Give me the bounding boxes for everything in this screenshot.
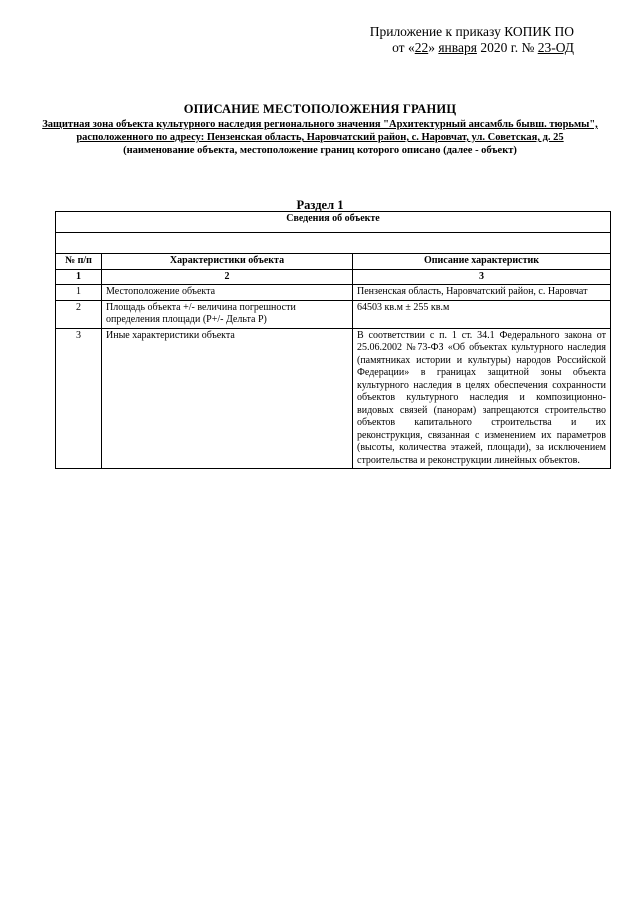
- row-description: Пензенская область, Наровчатский район, с. Наровчат: [353, 285, 611, 301]
- object-info-table: [55, 211, 611, 469]
- appendix-date-sep: »: [428, 40, 439, 55]
- table-header-row: [56, 254, 611, 270]
- appendix-line2: [370, 40, 574, 56]
- table-column-numbers-row: [56, 269, 611, 285]
- appendix-line1: Приложение к приказу КОПИК ПО: [369, 24, 574, 39]
- section-label: Раздел 1: [296, 198, 344, 212]
- appendix-order-number: 23-ОД: [537, 40, 574, 55]
- row-description: 64503 кв.м ± 255 кв.м: [353, 300, 611, 328]
- appendix-month: января: [438, 40, 477, 55]
- row-description: В соответствии с п. 1 ст. 34.1 Федерального закона от 25.06.2002 №73-ФЗ «Об объектах культурного наследия (памятниках истории и культуры) народов Российской Федерации» в границах защитной зоны объекта культурного наследия в целях обеспечения сохранности объектов культурного наследия и композиционно-видовых связей (панорам) запрещаются строительство объектов капитального строительства и их реконструкция, связанная с изменением их параметров (высоты, количества этажей, площади), за исключением строительства и реконструкции линейных объектов.: [353, 328, 611, 469]
- table-caption-row: [56, 212, 611, 233]
- row-number: 3: [56, 328, 102, 469]
- appendix-date-prefix: от «: [392, 40, 415, 55]
- column-number-2: 2: [102, 269, 353, 285]
- table-row: [56, 328, 611, 469]
- table-row: [56, 285, 611, 301]
- row-number: 2: [56, 300, 102, 328]
- object-name: Защитная зона объекта культурного наследия регионального значения "Архитектурный ансамбль бывш. тюрьмы", расположенного по адресу: Пензенская область, Наровчатский район, с. Наровчат, ул. Советская, д. 25: [42, 119, 598, 143]
- appendix-header: [370, 24, 574, 56]
- header-number: № п/п: [56, 254, 102, 270]
- document-title-block: [40, 102, 600, 157]
- table-row: [56, 300, 611, 328]
- table-blank-row: [56, 233, 611, 254]
- row-characteristic: Площадь объекта +/- величина погрешности определения площади (Р+/- Дельта Р): [102, 300, 353, 328]
- header-characteristic: Характеристики объекта: [102, 254, 353, 270]
- row-characteristic: Иные характеристики объекта: [102, 328, 353, 469]
- header-description: Описание характеристик: [353, 254, 611, 270]
- row-characteristic: Местоположение объекта: [102, 285, 353, 301]
- column-number-3: 3: [353, 269, 611, 285]
- appendix-year: 2020 г. №: [476, 40, 538, 55]
- table-blank-cell: [56, 233, 611, 254]
- column-number-1: 1: [56, 269, 102, 285]
- object-name-note: (наименование объекта, местоположение границ которого описано (далее - объект): [123, 145, 517, 156]
- document-heading: ОПИСАНИЕ МЕСТОПОЛОЖЕНИЯ ГРАНИЦ: [183, 102, 457, 116]
- table-caption: Сведения об объекте: [56, 212, 611, 233]
- appendix-day: 22: [414, 40, 429, 55]
- row-number: 1: [56, 285, 102, 301]
